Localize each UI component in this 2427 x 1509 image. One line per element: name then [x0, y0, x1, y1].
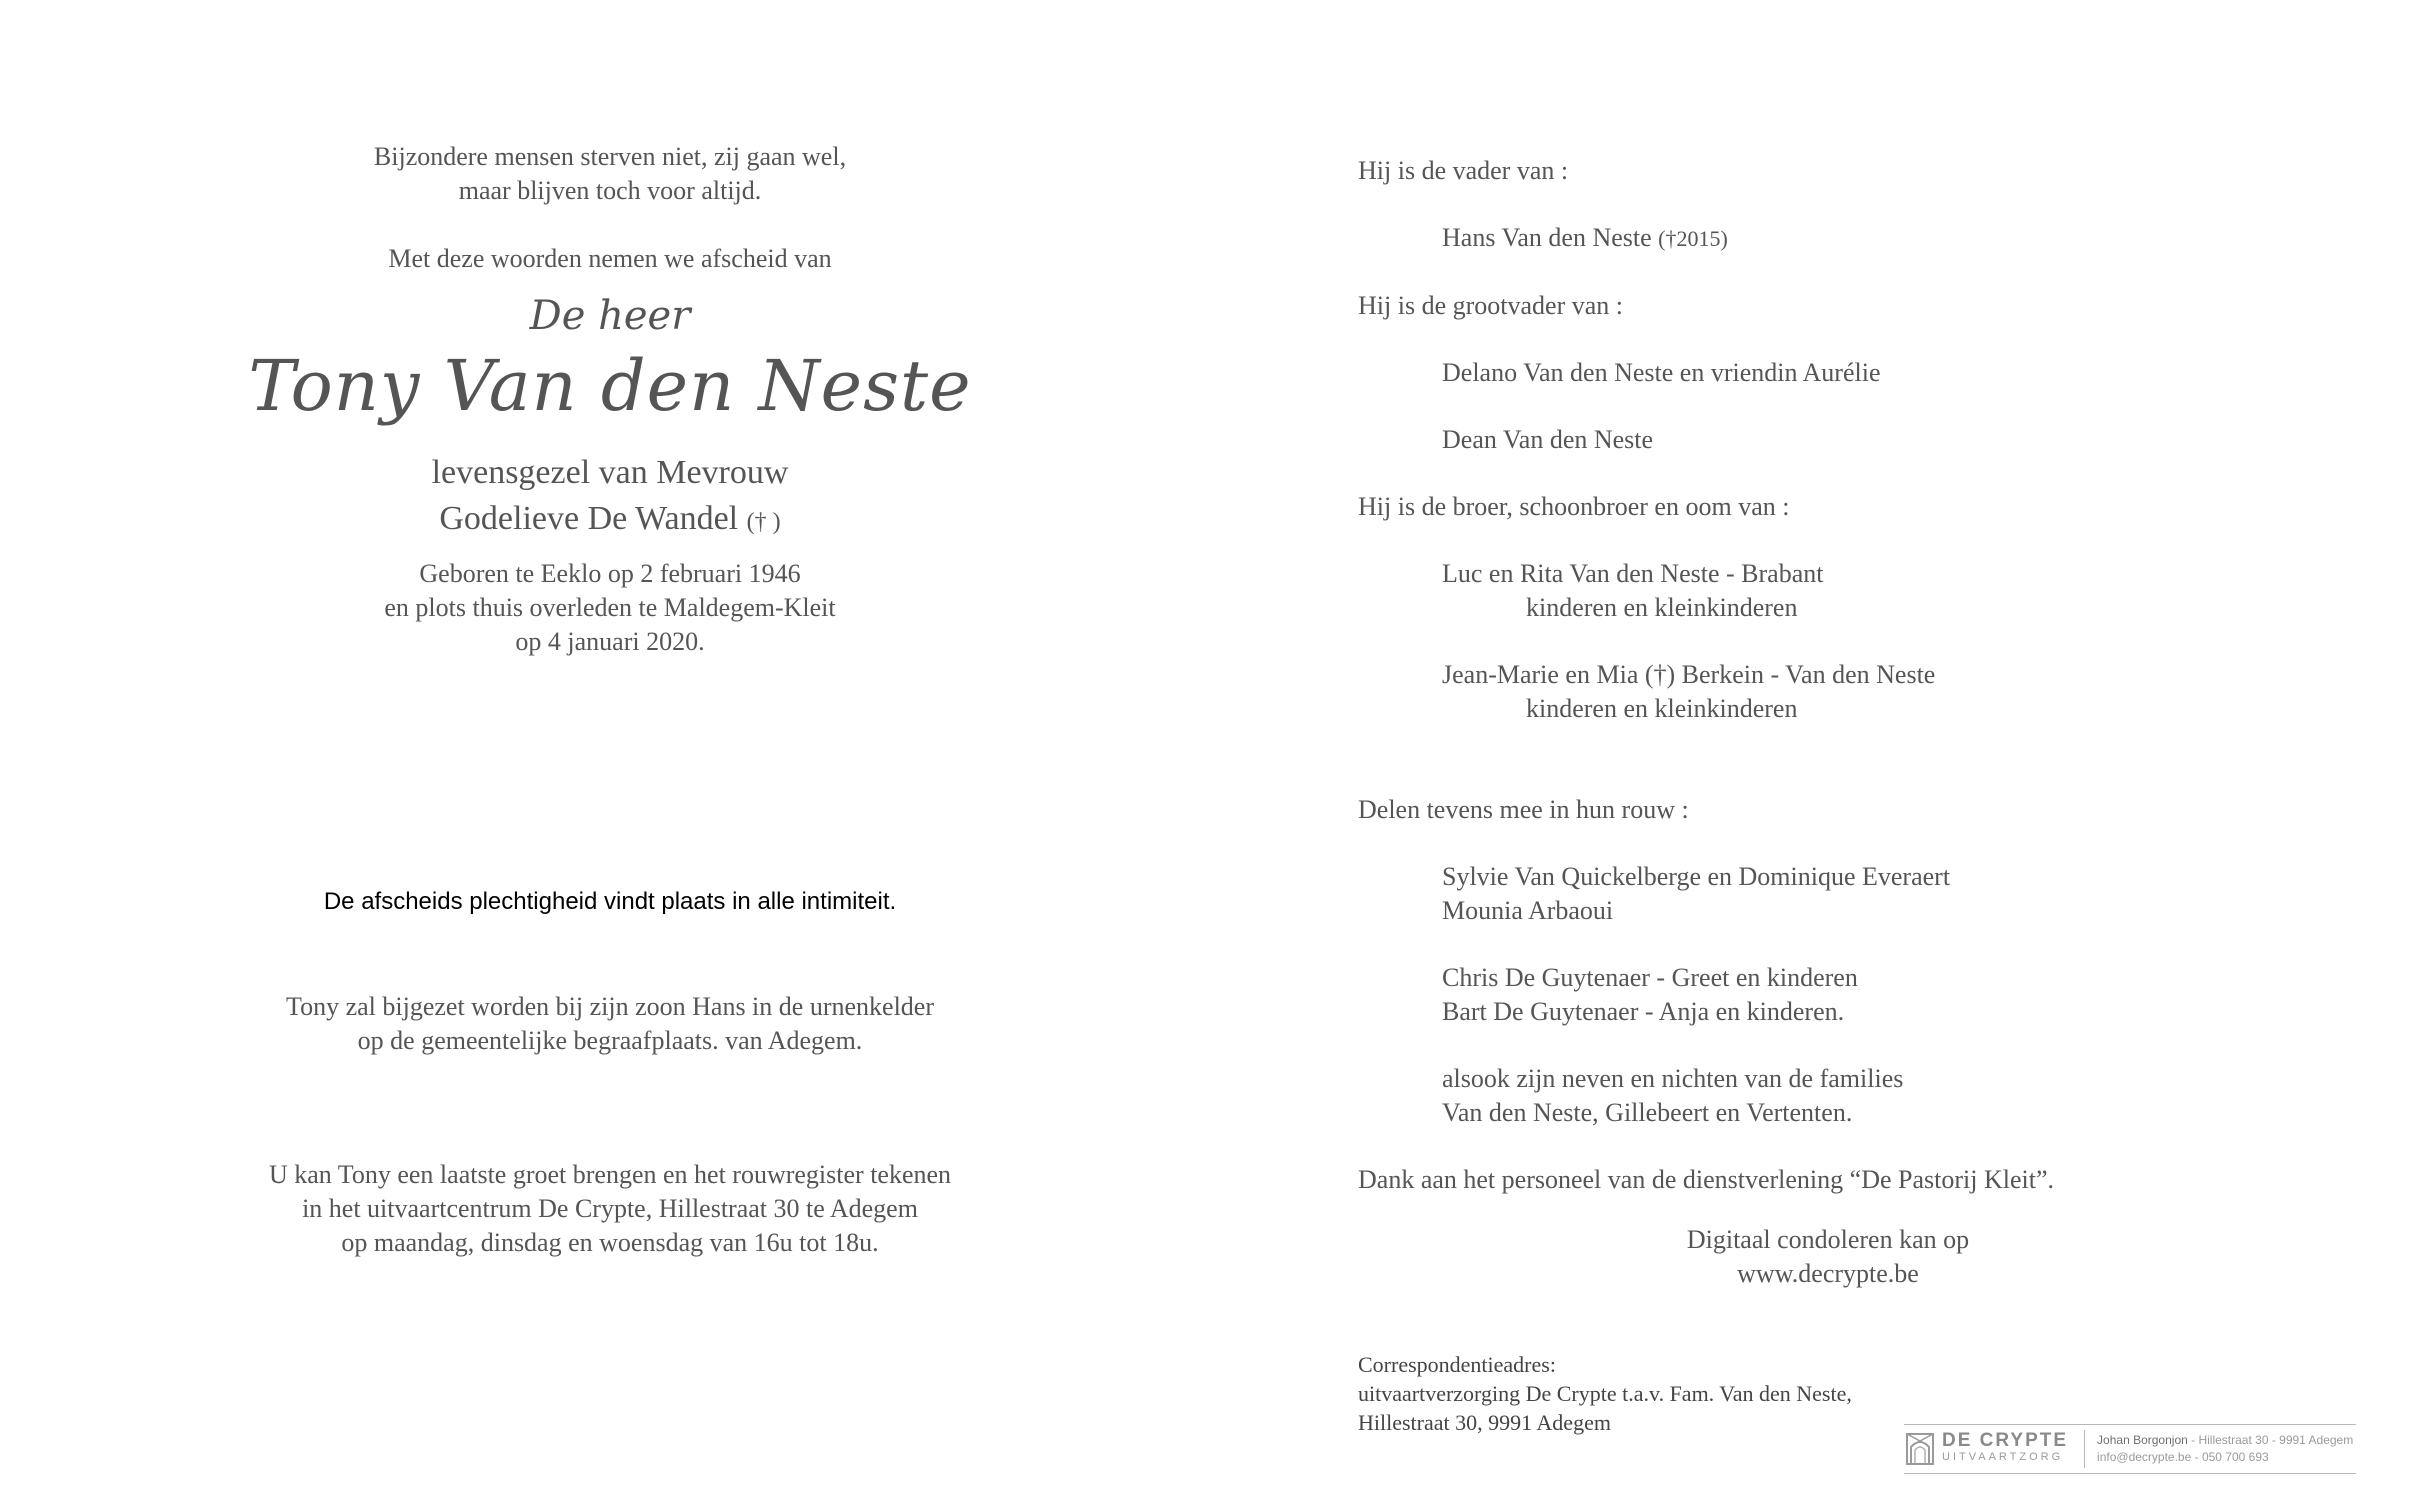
spouse-name: Godelieve De Wandel [439, 500, 739, 537]
crypte-logo-icon [1906, 1433, 1934, 1465]
logo-subtitle: UITVAARTZORG [1942, 1451, 2064, 1463]
share-heading: Delen tevens mee in hun rouw : [1358, 795, 1689, 824]
correspondence-label: Correspondentieadres: [1358, 1352, 1556, 1377]
condole-url[interactable]: www.decrypte.be [1737, 1259, 1919, 1288]
thanks-text: Dank aan het personeel van de dienstverlening “De Pastorij Kleit”. [1358, 1165, 2054, 1194]
sibling-2-sub: kinderen en kleinkinderen [1526, 694, 1798, 723]
spouse-line-1: levensgezel van Mevrouw [431, 454, 789, 491]
spouse-block [200, 450, 1020, 545]
condole-block [1358, 1223, 2298, 1291]
footer-contact-line-1 [2097, 1432, 2353, 1449]
burial-line-2: op de gemeentelijke begraafplaats. van Adegem. [357, 1026, 863, 1055]
contact-address: - Hillestraat 30 - 9991 Adegem [2187, 1433, 2354, 1447]
correspondence-line-2: Hillestraat 30, 9991 Adegem [1358, 1410, 1611, 1435]
share-2b: Bart De Guytenaer - Anja en kinderen. [1442, 997, 1845, 1026]
share-1b: Mounia Arbaoui [1442, 896, 1614, 925]
sibling-1: Luc en Rita Van den Neste - Brabant [1442, 559, 1824, 588]
son-note: (†2015) [1658, 226, 1728, 251]
visit-line-1: U kan Tony een laatste groet brengen en het rouwregister tekenen [268, 1160, 952, 1189]
born-line-1: Geboren te Eeklo op 2 februari 1946 [419, 559, 801, 588]
sibling-2: Jean-Marie en Mia (†) Berkein - Van den Neste [1442, 660, 1936, 689]
born-line-3: op 4 januari 2020. [515, 627, 705, 656]
visit-block [200, 1158, 1020, 1260]
correspondence-block [1358, 1350, 1852, 1437]
share-3b: Van den Neste, Gillebeert en Vertenten. [1442, 1098, 1853, 1127]
deceased-name: Tony Van den Neste [248, 345, 972, 427]
share-2a: Chris De Guytenaer - Greet en kinderen [1442, 963, 1858, 992]
spouse-line-2 [200, 496, 1020, 545]
spouse-dagger: († ) [746, 509, 781, 535]
grandchild-1: Delano Van den Neste en vriendin Aurélie [1442, 358, 1881, 387]
sibling-heading: Hij is de broer, schoonbroer en oom van : [1358, 492, 1790, 521]
quote-line-1: Bijzondere mensen sterven niet, zij gaan wel, [373, 142, 847, 171]
contact-name: Johan Borgonjon [2097, 1433, 2188, 1447]
grandchild-2: Dean Van den Neste [1442, 425, 1654, 454]
quote-line-2: maar blijven toch voor altijd. [458, 176, 762, 205]
logo-text [1942, 1430, 2085, 1468]
funeral-home-footer [1904, 1424, 2356, 1474]
father-heading: Hij is de vader van : [1358, 156, 1569, 185]
son-name: Hans Van den Neste [1442, 223, 1652, 252]
correspondence-line-1: uitvaartverzorging De Crypte t.a.v. Fam. Van den Neste, [1358, 1381, 1852, 1406]
share-1a: Sylvie Van Quickelberge en Dominique Everaert [1442, 862, 1951, 891]
left-column [200, 140, 1020, 659]
share-3a: alsook zijn neven en nichten van de families [1442, 1064, 1904, 1093]
intro-text: Met deze woorden nemen we afscheid van [388, 244, 832, 273]
logo-name: DE CRYPTE [1942, 1430, 2069, 1451]
grandfather-heading: Hij is de grootvader van : [1358, 291, 1623, 320]
sibling-1-sub: kinderen en kleinkinderen [1526, 593, 1798, 622]
born-line-2: en plots thuis overleden te Maldegem-Kleit [384, 593, 836, 622]
right-column [1358, 154, 2358, 1291]
footer-contact [2085, 1432, 2353, 1466]
condole-line-1: Digitaal condoleren kan op [1686, 1225, 1970, 1254]
burial-block [200, 990, 1020, 1058]
ceremony-text: De afscheids plechtigheid vindt plaats in alle intimiteit. [323, 888, 897, 915]
visit-line-3: op maandag, dinsdag en woensdag van 16u tot 18u. [341, 1228, 879, 1257]
visit-line-2: in het uitvaartcentrum De Crypte, Hillestraat 30 te Adegem [302, 1194, 918, 1223]
birth-death-block [200, 557, 1020, 659]
honorific: De heer [529, 293, 691, 339]
footer-contact-line-2: info@decrypte.be - 050 700 693 [2097, 1450, 2269, 1464]
burial-line-1: Tony zal bijgezet worden bij zijn zoon Hans in de urnenkelder [286, 992, 934, 1021]
son-line [1358, 221, 2358, 256]
